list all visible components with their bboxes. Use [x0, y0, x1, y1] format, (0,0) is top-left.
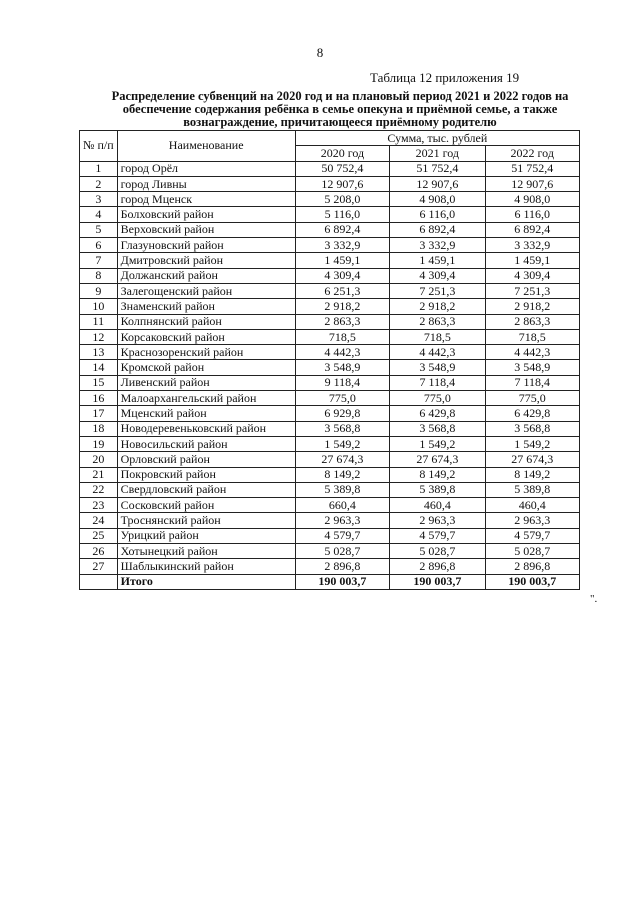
value-2021: 27 674,3	[390, 452, 485, 467]
value-2022: 2 863,3	[485, 314, 580, 329]
value-2020: 6 929,8	[295, 406, 389, 421]
value-2022: 718,5	[485, 329, 580, 344]
row-name: Покровский район	[117, 467, 295, 482]
header-year-2021: 2021 год	[390, 146, 485, 161]
total-no-cell	[80, 574, 118, 589]
table-row	[80, 314, 580, 329]
table-row	[80, 528, 580, 543]
value-2021: 2 918,2	[390, 299, 485, 314]
table-row	[80, 238, 580, 253]
row-number: 20	[80, 452, 118, 467]
row-name: Мценский район	[117, 406, 295, 421]
value-2022: 7 118,4	[485, 375, 580, 390]
value-2021: 1 549,2	[390, 436, 485, 451]
row-name: Верховский район	[117, 222, 295, 237]
value-2022: 4 442,3	[485, 345, 580, 360]
value-2022: 3 568,8	[485, 421, 580, 436]
row-name: город Мценск	[117, 192, 295, 207]
value-2022: 7 251,3	[485, 283, 580, 298]
table-row	[80, 222, 580, 237]
value-2022: 27 674,3	[485, 452, 580, 467]
value-2022: 6 429,8	[485, 406, 580, 421]
row-number: 8	[80, 268, 118, 283]
value-2021: 2 863,3	[390, 314, 485, 329]
table-row	[80, 329, 580, 344]
value-2020: 1 459,1	[295, 253, 389, 268]
value-2022: 51 752,4	[485, 161, 580, 176]
value-2021: 4 908,0	[390, 192, 485, 207]
value-2021: 5 028,7	[390, 544, 485, 559]
row-number: 9	[80, 283, 118, 298]
value-2021: 460,4	[390, 498, 485, 513]
value-2020: 3 332,9	[295, 238, 389, 253]
row-name: Свердловский район	[117, 482, 295, 497]
row-number: 17	[80, 406, 118, 421]
value-2021: 5 389,8	[390, 482, 485, 497]
table-caption: Таблица 12 приложения 19	[370, 70, 520, 85]
row-number: 26	[80, 544, 118, 559]
row-name: Болховский район	[117, 207, 295, 222]
value-2021: 4 309,4	[390, 268, 485, 283]
value-2020: 1 549,2	[295, 436, 389, 451]
table-row	[80, 406, 580, 421]
row-number: 13	[80, 345, 118, 360]
row-number: 15	[80, 375, 118, 390]
row-number: 21	[80, 467, 118, 482]
value-2021: 4 442,3	[390, 345, 485, 360]
value-2021: 12 907,6	[390, 176, 485, 191]
table-header	[80, 131, 580, 162]
value-2022: 5 389,8	[485, 482, 580, 497]
value-2020: 4 309,4	[295, 268, 389, 283]
value-2022: 4 579,7	[485, 528, 580, 543]
table-row	[80, 482, 580, 497]
row-number: 7	[80, 253, 118, 268]
row-name: Малоархангельский район	[117, 391, 295, 406]
row-number: 3	[80, 192, 118, 207]
value-2020: 5 208,0	[295, 192, 389, 207]
table-footer	[80, 574, 580, 589]
value-2021: 3 548,9	[390, 360, 485, 375]
row-name: город Орёл	[117, 161, 295, 176]
value-2020: 6 892,4	[295, 222, 389, 237]
row-name: Урицкий район	[117, 528, 295, 543]
row-name: Знаменский район	[117, 299, 295, 314]
value-2021: 6 892,4	[390, 222, 485, 237]
table-row	[80, 268, 580, 283]
total-2020: 190 003,7	[295, 574, 389, 589]
row-number: 18	[80, 421, 118, 436]
row-name: город Ливны	[117, 176, 295, 191]
header-year-2020: 2020 год	[295, 146, 389, 161]
row-number: 12	[80, 329, 118, 344]
value-2021: 8 149,2	[390, 467, 485, 482]
value-2020: 5 116,0	[295, 207, 389, 222]
row-name: Дмитровский район	[117, 253, 295, 268]
value-2021: 7 251,3	[390, 283, 485, 298]
value-2020: 2 918,2	[295, 299, 389, 314]
total-2022: 190 003,7	[485, 574, 580, 589]
total-label: Итого	[117, 574, 295, 589]
table-row	[80, 207, 580, 222]
row-name: Хотынецкий район	[117, 544, 295, 559]
row-number: 5	[80, 222, 118, 237]
row-number: 11	[80, 314, 118, 329]
value-2021: 51 752,4	[390, 161, 485, 176]
value-2022: 3 548,9	[485, 360, 580, 375]
table-row	[80, 467, 580, 482]
value-2020: 2 896,8	[295, 559, 389, 574]
row-name: Залегощенский район	[117, 283, 295, 298]
table-row	[80, 436, 580, 451]
value-2020: 2 863,3	[295, 314, 389, 329]
table-row	[80, 559, 580, 574]
row-name: Краснозоренский район	[117, 345, 295, 360]
row-number: 22	[80, 482, 118, 497]
value-2021: 6 429,8	[390, 406, 485, 421]
value-2020: 775,0	[295, 391, 389, 406]
row-number: 14	[80, 360, 118, 375]
table-row	[80, 391, 580, 406]
row-number: 1	[80, 161, 118, 176]
table-body	[80, 161, 580, 574]
row-name: Сосковский район	[117, 498, 295, 513]
row-number: 24	[80, 513, 118, 528]
value-2022: 1 549,2	[485, 436, 580, 451]
row-name: Шаблыкинский район	[117, 559, 295, 574]
table-row	[80, 299, 580, 314]
value-2021: 775,0	[390, 391, 485, 406]
table-row	[80, 345, 580, 360]
value-2020: 8 149,2	[295, 467, 389, 482]
row-name: Новосильский район	[117, 436, 295, 451]
value-2021: 7 118,4	[390, 375, 485, 390]
value-2021: 6 116,0	[390, 207, 485, 222]
row-number: 4	[80, 207, 118, 222]
table-row	[80, 513, 580, 528]
document-title: Распределение субвенций на 2020 год и на плановый период 2021 и 2022 годов на обеспечение содержания ребёнка в семье опекуна и приёмной семье, а также вознаграждение, причитающееся приёмному родителю	[111, 89, 569, 129]
value-2022: 3 332,9	[485, 238, 580, 253]
value-2020: 9 118,4	[295, 375, 389, 390]
value-2020: 660,4	[295, 498, 389, 513]
row-name: Должанский район	[117, 268, 295, 283]
table-row	[80, 192, 580, 207]
row-number: 10	[80, 299, 118, 314]
header-name: Наименование	[117, 131, 295, 162]
value-2020: 27 674,3	[295, 452, 389, 467]
row-number: 27	[80, 559, 118, 574]
table-row	[80, 452, 580, 467]
value-2022: 2 963,3	[485, 513, 580, 528]
value-2020: 6 251,3	[295, 283, 389, 298]
value-2020: 4 442,3	[295, 345, 389, 360]
value-2022: 6 116,0	[485, 207, 580, 222]
table-row	[80, 253, 580, 268]
value-2022: 460,4	[485, 498, 580, 513]
row-number: 2	[80, 176, 118, 191]
closing-quote: ".	[590, 593, 598, 605]
total-row	[80, 574, 580, 589]
table-row	[80, 544, 580, 559]
value-2020: 2 963,3	[295, 513, 389, 528]
row-number: 19	[80, 436, 118, 451]
row-name: Колпнянский район	[117, 314, 295, 329]
value-2020: 5 389,8	[295, 482, 389, 497]
value-2022: 1 459,1	[485, 253, 580, 268]
row-number: 25	[80, 528, 118, 543]
value-2021: 3 332,9	[390, 238, 485, 253]
value-2022: 4 908,0	[485, 192, 580, 207]
value-2021: 2 896,8	[390, 559, 485, 574]
row-number: 16	[80, 391, 118, 406]
value-2022: 8 149,2	[485, 467, 580, 482]
value-2022: 6 892,4	[485, 222, 580, 237]
table-row	[80, 421, 580, 436]
header-sum: Сумма, тыс. рублей	[295, 131, 579, 146]
total-2021: 190 003,7	[390, 574, 485, 589]
row-name: Корсаковский район	[117, 329, 295, 344]
row-name: Новодеревеньковский район	[117, 421, 295, 436]
value-2020: 5 028,7	[295, 544, 389, 559]
page-number: 8	[316, 45, 324, 60]
value-2022: 5 028,7	[485, 544, 580, 559]
row-number: 6	[80, 238, 118, 253]
value-2020: 12 907,6	[295, 176, 389, 191]
header-year-2022: 2022 год	[485, 146, 580, 161]
value-2022: 2 896,8	[485, 559, 580, 574]
value-2020: 3 568,8	[295, 421, 389, 436]
value-2020: 3 548,9	[295, 360, 389, 375]
header-row-1	[80, 131, 580, 146]
table-row	[80, 176, 580, 191]
table-row	[80, 360, 580, 375]
row-number: 23	[80, 498, 118, 513]
value-2021: 4 579,7	[390, 528, 485, 543]
table-row	[80, 161, 580, 176]
table-row	[80, 283, 580, 298]
value-2022: 4 309,4	[485, 268, 580, 283]
row-name: Глазуновский район	[117, 238, 295, 253]
value-2022: 12 907,6	[485, 176, 580, 191]
table-row	[80, 375, 580, 390]
header-no: № п/п	[80, 131, 118, 162]
value-2021: 2 963,3	[390, 513, 485, 528]
value-2021: 718,5	[390, 329, 485, 344]
row-name: Троснянский район	[117, 513, 295, 528]
value-2020: 4 579,7	[295, 528, 389, 543]
value-2020: 50 752,4	[295, 161, 389, 176]
row-name: Орловский район	[117, 452, 295, 467]
value-2022: 2 918,2	[485, 299, 580, 314]
subvention-table	[79, 130, 580, 590]
table-row	[80, 498, 580, 513]
row-name: Ливенский район	[117, 375, 295, 390]
value-2021: 3 568,8	[390, 421, 485, 436]
value-2021: 1 459,1	[390, 253, 485, 268]
value-2020: 718,5	[295, 329, 389, 344]
value-2022: 775,0	[485, 391, 580, 406]
row-name: Кромской район	[117, 360, 295, 375]
